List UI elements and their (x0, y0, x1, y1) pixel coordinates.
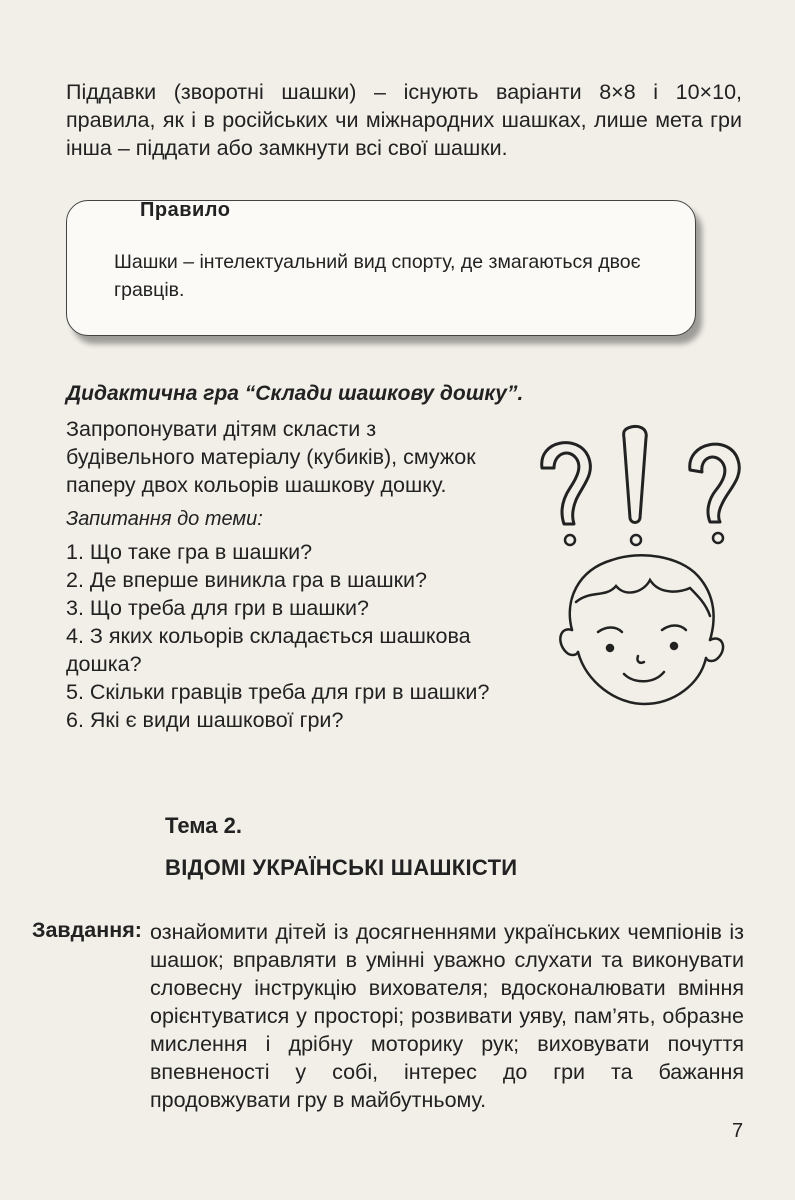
boy-face-icon (560, 555, 723, 704)
question-item: 5. Скільки гравців треба для гри в шашки? (66, 680, 490, 704)
question-mark-right-icon (690, 444, 740, 522)
theme-number: Тема 2. (165, 813, 242, 838)
game-text: Запропонувати дітям скласти з будівельного матеріалу (кубиків), смужок паперу двох кольорів шашкову дошку. (66, 417, 476, 497)
questions-title: Запитання до теми: (66, 508, 263, 530)
task-text: ознайомити дітей із досягненнями українських чемпіонів із шашок; вправляти в умінні уважно слухати та виконувати словесну інструкцію вихователя; вдосконалювати вміння орієнтуватися у просторі; розвивати уяву, пам’ять, образне мислення і дрібну моторику рук; виховувати почуття впевненості у собі, інтерес до гри та бажання продовжувати гру в майбутньому. (150, 920, 744, 1112)
question-item: 1. Що таке гра в шашки? (66, 540, 313, 564)
question-mark-left-icon (542, 443, 591, 524)
rule-title: Правило (140, 199, 231, 221)
thinking-boy-illustration (520, 420, 770, 710)
rule-text: Шашки – інтелектуальний вид спорту, де змагаються двоє гравців. (114, 251, 641, 301)
question-item: 4. З яких кольорів складається шашкова дошка? (66, 624, 471, 676)
intro-paragraph: Піддавки (зворотні шашки) – існують варіанти 8×8 і 10×10, правила, як і в російських чи міжнародних шашках, лише мета гри інша – піддати або замкнути всі свої шашки. (66, 80, 742, 160)
page-number: 7 (732, 1120, 744, 1142)
exclamation-mark-icon (624, 426, 647, 522)
task-label: Завдання: (32, 918, 142, 942)
questions-list (66, 538, 546, 734)
question-item: 3. Що треба для гри в шашки? (66, 596, 369, 620)
question-item: 6. Які є види шашкової гри? (66, 708, 344, 732)
game-title: Дидактична гра “Склади шашкову дошку”. (66, 382, 524, 405)
question-item: 2. Де вперше виникла гра в шашки? (66, 568, 427, 592)
theme-title: ВІДОМІ УКРАЇНСЬКІ ШАШКІСТИ (165, 855, 518, 880)
